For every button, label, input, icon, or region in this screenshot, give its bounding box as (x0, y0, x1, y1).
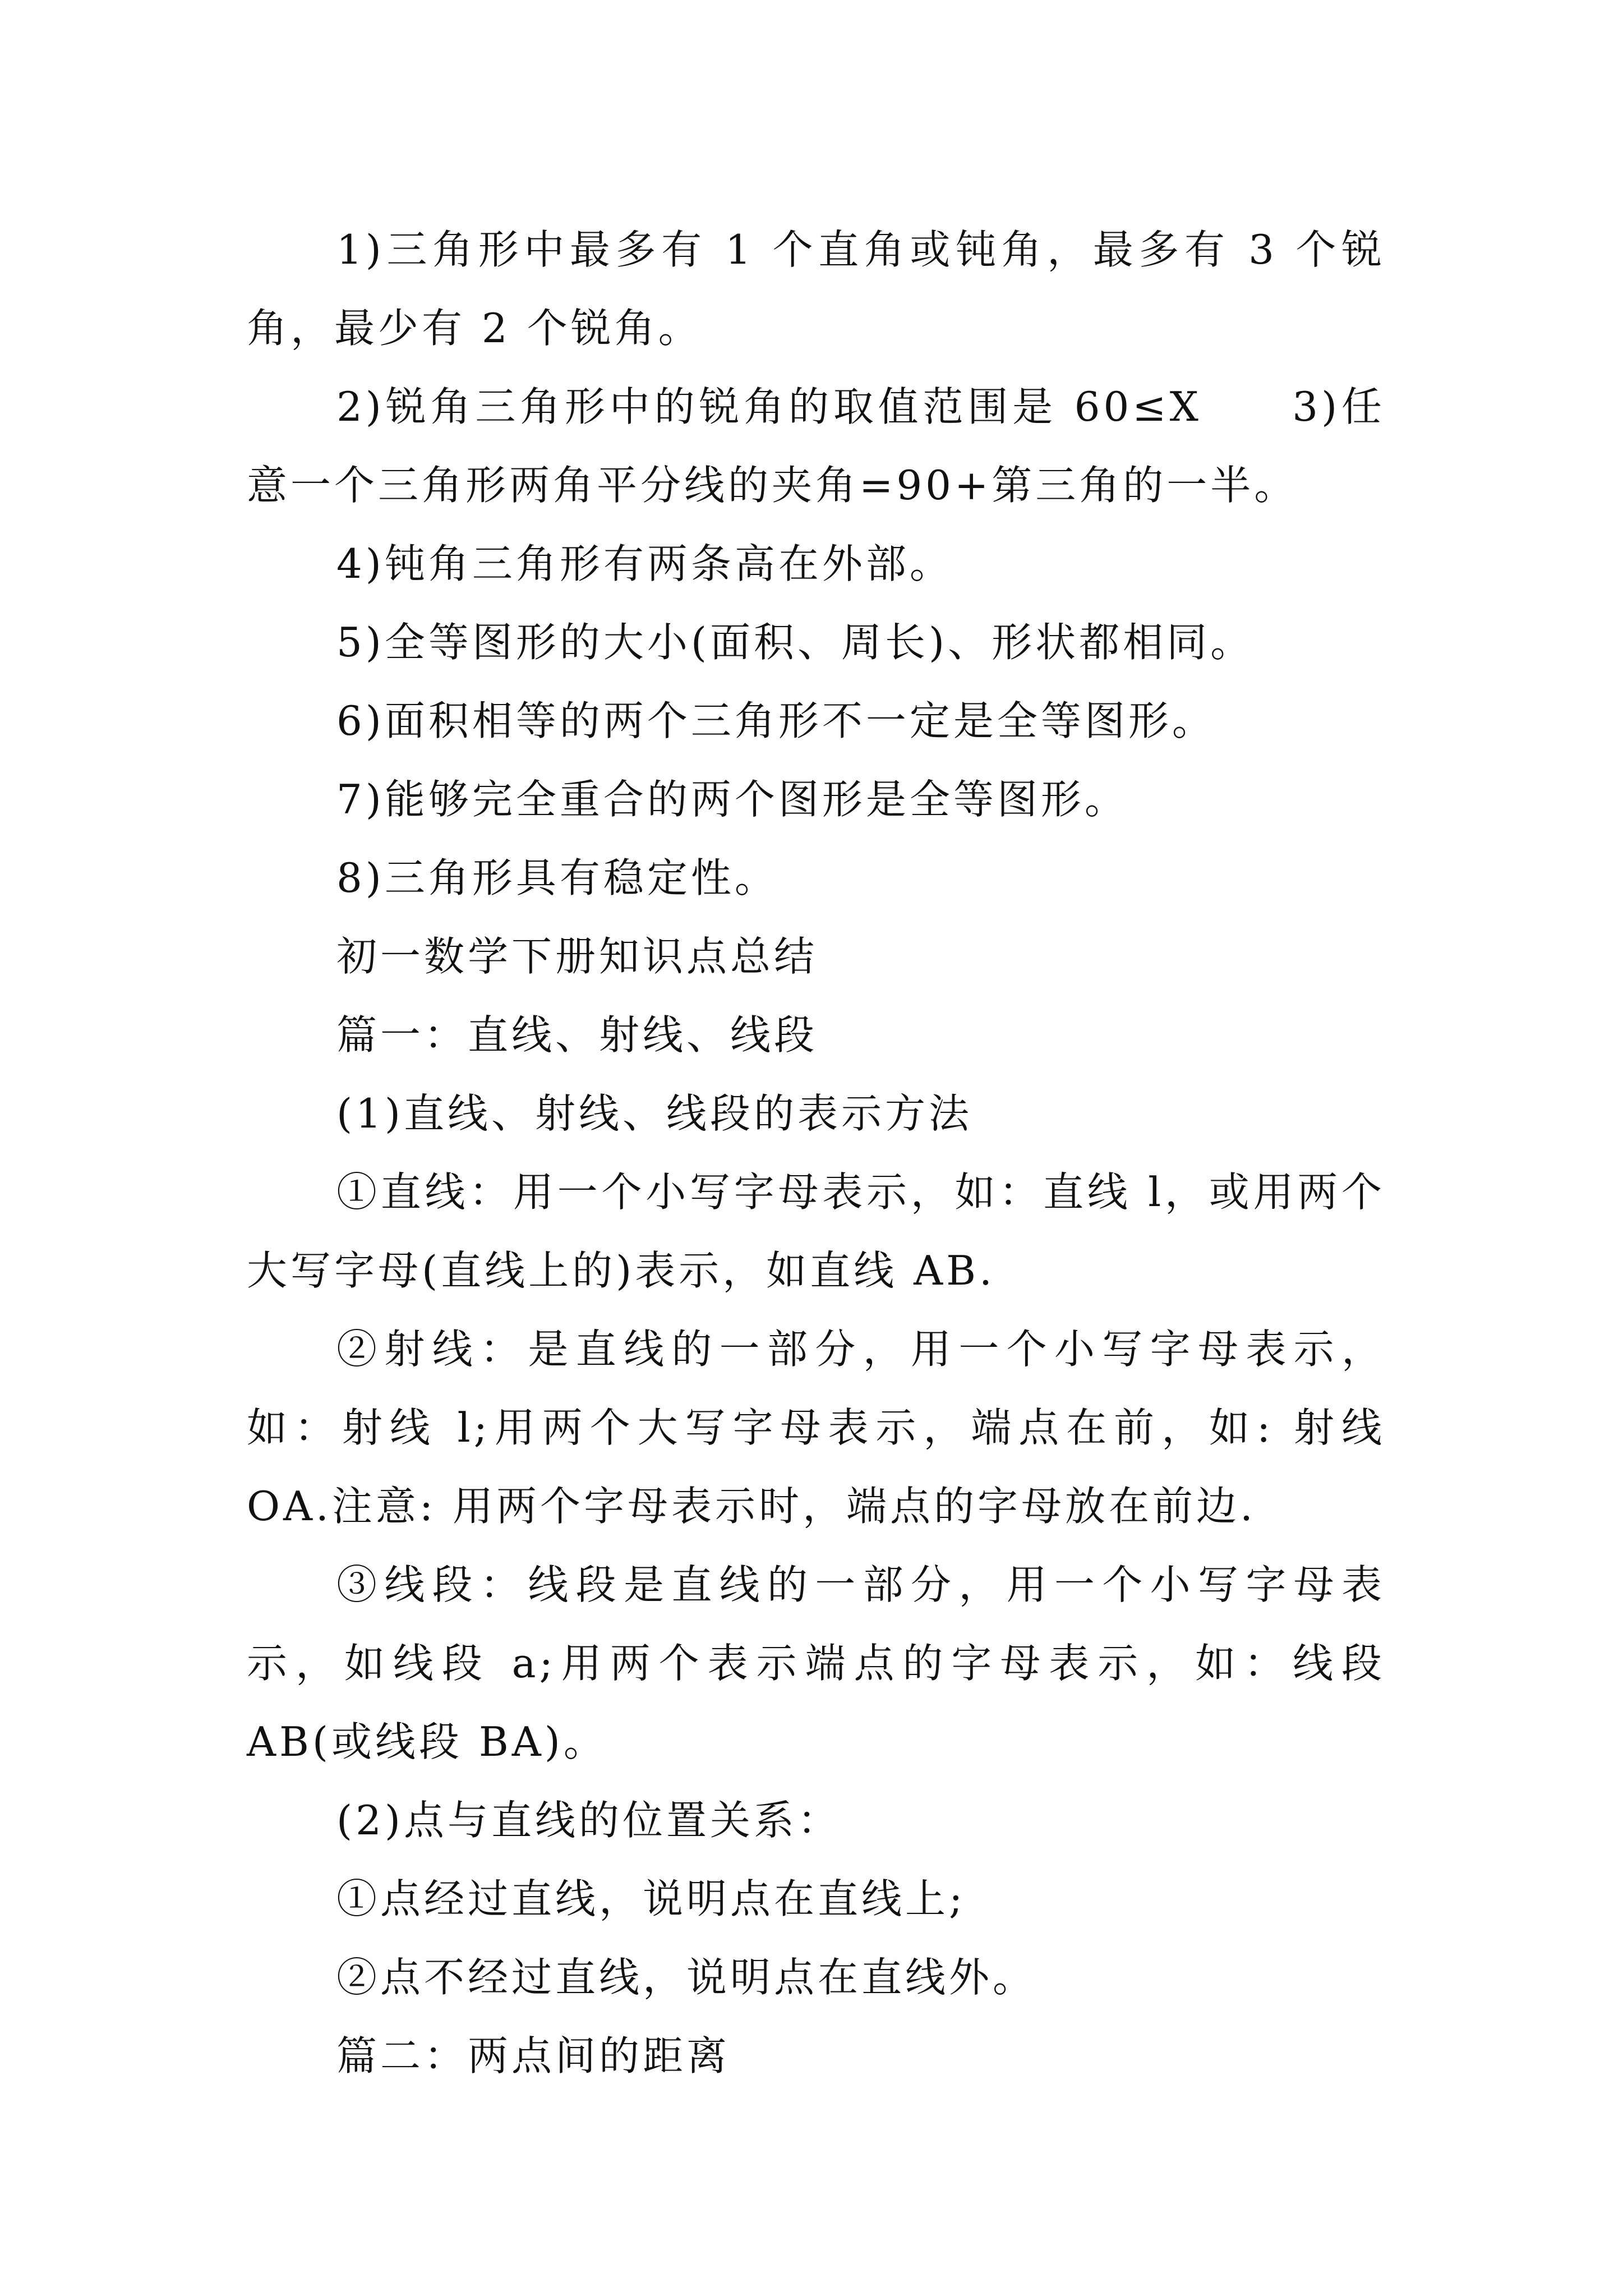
paragraph-representation-methods: (1)直线、射线、线段的表示方法 (336, 1090, 972, 1137)
paragraph-overlap-congruent: 7)能够完全重合的两个图形是全等图形。 (336, 776, 1128, 823)
paragraph-acute-angle-range: 2)锐角三角形中的锐角的取值范围是 60≤X 3)任意一个三角形两角平分线的夹角=90+第三角的一半。 (247, 383, 1385, 509)
paragraph-point-off-line: ②点不经过直线，说明点在直线外。 (336, 1954, 1037, 2001)
paragraph-triangle-stability: 8)三角形具有稳定性。 (336, 854, 778, 901)
paragraph-segment-definition: ③线段：线段是直线的一部分，用一个小写字母表示，如线段 a;用两个表示端点的字母表示，如：线段 AB(或线段 BA)。 (247, 1561, 1385, 1765)
paragraph-obtuse-heights: 4)钝角三角形有两条高在外部。 (336, 540, 953, 587)
section-heading-part-two: 篇二：两点间的距离 (336, 2032, 731, 2079)
document-body (247, 210, 1385, 2095)
paragraph-point-line-relation: (2)点与直线的位置关系： (336, 1797, 841, 1844)
paragraph-triangle-angle-count: 1)三角形中最多有 1 个直角或钝角，最多有 3 个锐角，最少有 2 个锐角。 (247, 226, 1385, 352)
paragraph-line-definition: ①直线：用一个小写字母表示，如：直线 l，或用两个大写字母(直线上的)表示，如直线 AB. (247, 1168, 1385, 1294)
section-heading-part-one: 篇一：直线、射线、线段 (336, 1011, 818, 1059)
paragraph-ray-definition: ②射线：是直线的一部分，用一个小写字母表示，如：射线 l;用两个大写字母表示，端点在前，如: 射线 OA.注意: 用两个字母表示时，端点的字母放在前边. (247, 1326, 1385, 1530)
paragraph-point-on-line: ①点经过直线，说明点在直线上; (336, 1875, 966, 1922)
section-heading-summary: 初一数学下册知识点总结 (336, 933, 818, 980)
paragraph-congruent-size-shape: 5)全等图形的大小(面积、周长)、形状都相同。 (336, 619, 1255, 666)
paragraph-equal-area-not-congruent: 6)面积相等的两个三角形不一定是全等图形。 (336, 697, 1216, 744)
